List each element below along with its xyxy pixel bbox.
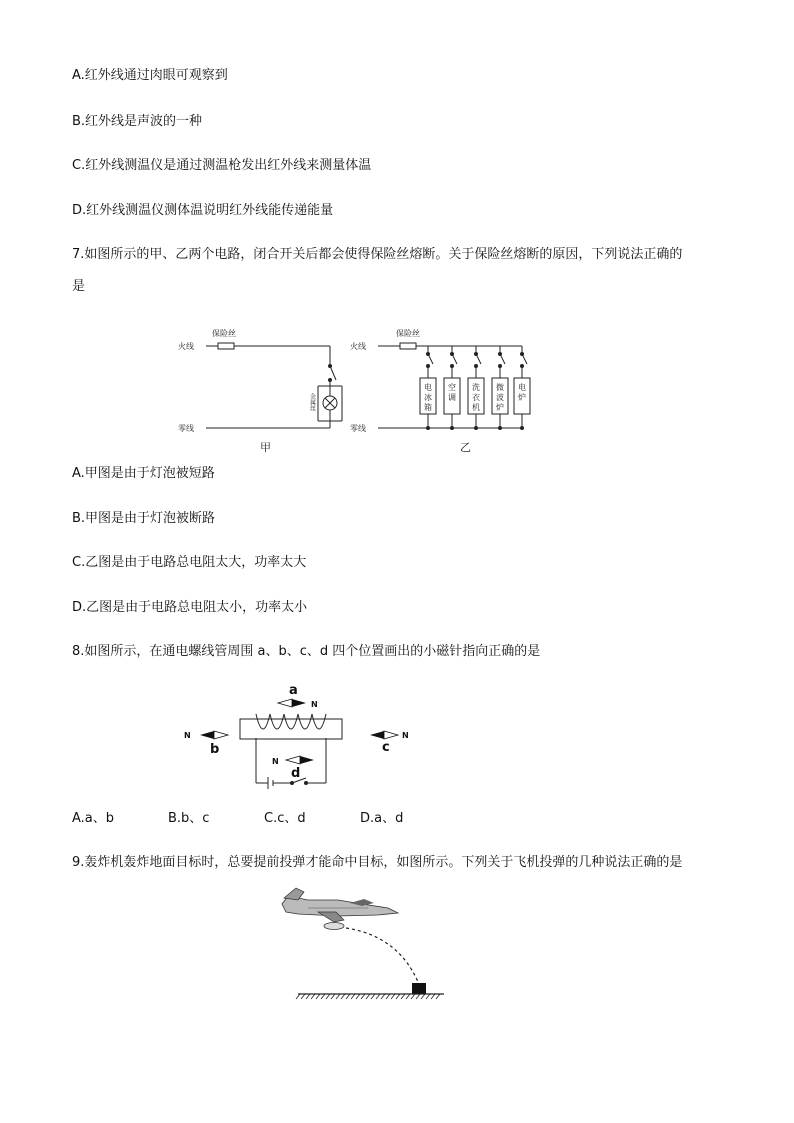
- label-n-a: N: [311, 700, 318, 709]
- appliance-label: 调: [448, 393, 456, 402]
- q8-solenoid-figure: [178, 680, 428, 795]
- appliance-label: 衣: [472, 393, 480, 402]
- q8-option-c: C.c、d: [264, 811, 306, 826]
- appliance-label: 电: [424, 383, 432, 392]
- metal-wire-label: 金属丝: [308, 393, 316, 411]
- target-icon: [412, 983, 426, 994]
- label-a: a: [289, 683, 298, 698]
- appliance-label: 电: [518, 383, 526, 392]
- q7-option-c: C.乙图是由于电路总电阻太大，功率太大: [72, 555, 307, 570]
- appliance-label: 机: [472, 403, 480, 412]
- fuse-label: 保险丝: [212, 329, 236, 338]
- fuse-icon: [400, 343, 416, 349]
- label-n-c: N: [402, 731, 409, 740]
- appliance-label: 冰: [424, 393, 432, 402]
- q8-option-a: A.a、b: [72, 811, 115, 826]
- bomber-plane-icon: [282, 888, 398, 922]
- q6-option-d: D.红外线测温仪测体温说明红外线能传递能量: [72, 203, 334, 218]
- q8-stem: 8.如图所示，在通电螺线管周围 a、b、c、d 四个位置画出的小磁针指向正确的是: [72, 644, 541, 659]
- live-wire-label: 火线: [350, 342, 366, 351]
- trajectory-curve: [346, 928, 418, 982]
- q7-option-b: B.甲图是由于灯泡被断路: [72, 511, 216, 526]
- label-d: d: [291, 766, 301, 781]
- q9-stem: 9.轰炸机轰炸地面目标时，总要提前投弹才能命中目标，如图所示。下列关于飞机投弹的几种说法正确的是: [72, 855, 683, 870]
- fuse-label: 保险丝: [396, 329, 420, 338]
- bomb-icon: [324, 923, 344, 930]
- appliance-label: 波: [496, 393, 504, 402]
- label-c: c: [382, 740, 390, 755]
- live-wire-label: 火线: [178, 342, 194, 351]
- q8-option-d: D.a、d: [360, 811, 404, 826]
- appliance-label: 炉: [518, 393, 526, 402]
- q6-option-a: A.红外线通过肉眼可观察到: [72, 68, 228, 83]
- q7-option-a: A.甲图是由于灯泡被短路: [72, 466, 215, 481]
- q7-stem: 7.如图所示的甲、乙两个电路，闭合开关后都会使得保险丝熔断。关于保险丝熔断的原因，下列说法正确的: [72, 247, 683, 262]
- appliance-label: 洗: [472, 383, 480, 392]
- figure-label-yi: 乙: [460, 441, 471, 454]
- q7-circuit-figure: [170, 318, 540, 458]
- figure-label-jia: 甲: [260, 441, 271, 454]
- fuse-icon: [218, 343, 234, 349]
- q7-option-d: D.乙图是由于电路总电阻太小，功率太小: [72, 600, 308, 615]
- label-n-d: N: [272, 757, 279, 766]
- q6-option-b: B.红外线是声波的一种: [72, 114, 203, 129]
- appliance-label: 微: [496, 383, 504, 392]
- q9-bomber-figure: [278, 886, 458, 1006]
- neutral-wire-label: 零线: [178, 424, 194, 433]
- q6-option-c: C.红外线测温仪是通过测温枪发出红外线来测量体温: [72, 158, 372, 173]
- neutral-wire-label: 零线: [350, 424, 366, 433]
- appliance-label: 空: [448, 383, 456, 392]
- appliance-label: 炉: [496, 403, 504, 412]
- label-n-b: N: [184, 731, 191, 740]
- q8-option-b: B.b、c: [168, 811, 210, 826]
- appliance-label: 箱: [424, 403, 432, 412]
- q7-stem-cont: 是: [72, 279, 86, 294]
- label-b: b: [210, 742, 220, 757]
